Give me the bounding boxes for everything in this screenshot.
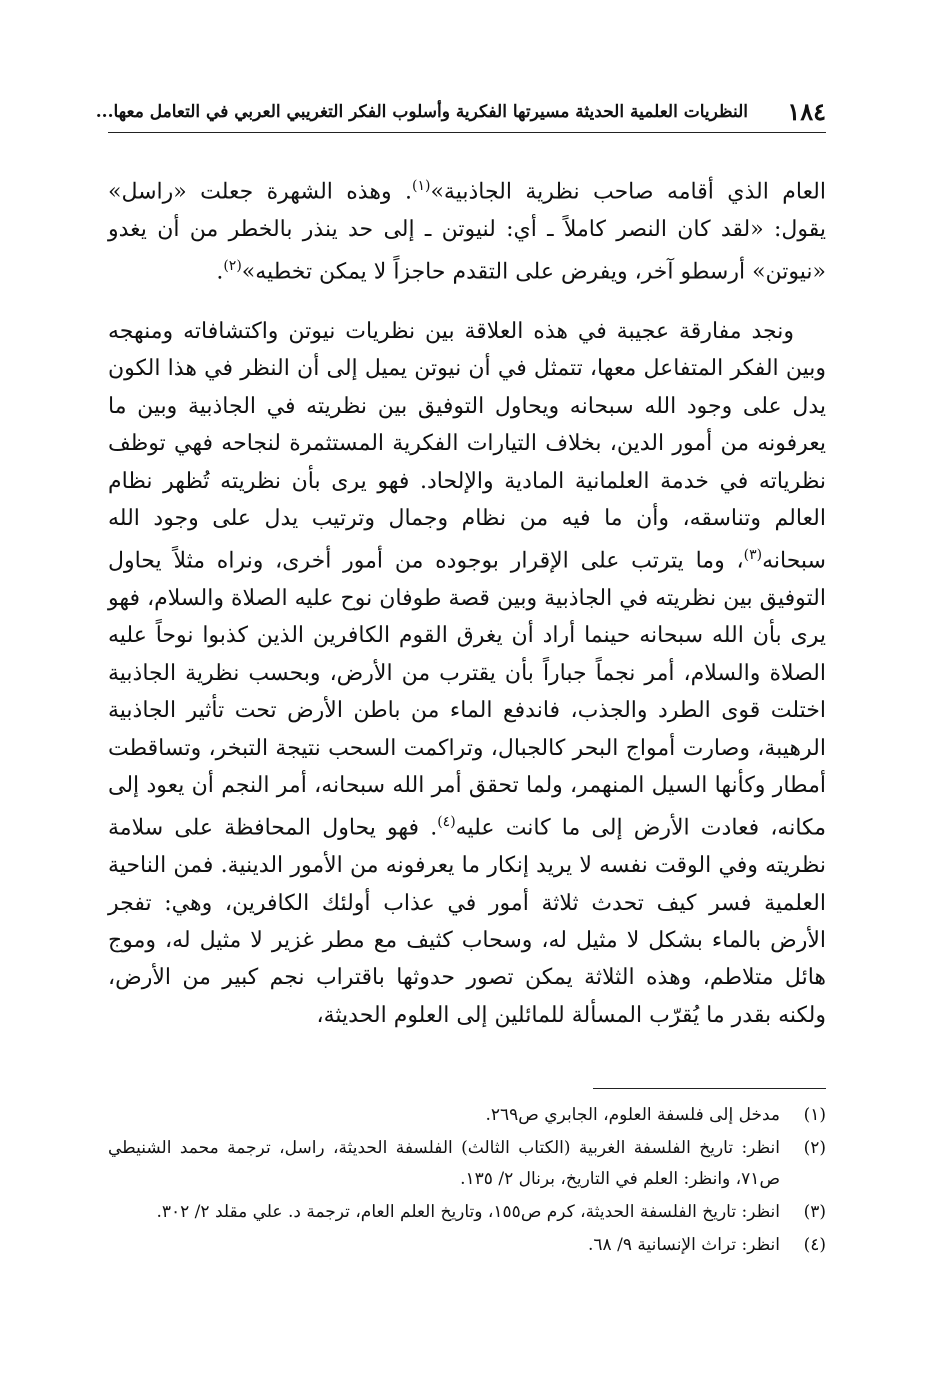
footnote-number: (٣) — [803, 1202, 826, 1222]
page-header — [95, 92, 826, 133]
text-run: . فهو يحاول المحافظة على سلامة نظريته وفي الوقت نفسه لا يريد إنكار ما يعرفونه من الأمور الدينية. فمن الناحية العلمية فسر كيف تحدث ثلاثة أمور في عذاب أولئك الكافرين، وهي: تفجر الأرض بالماء بشكل لا مثيل له، وسحاب كثيف مع مطر غزير لا مثيل له، وموج هائل متلاطم، وهذه الثلاثة يمكن تصور حدوثها باقتراب نجم كبير من الأرض، ولكنه بقدر ما يُقرّب المسألة للمائلين إلى العلوم الحديثة، — [108, 815, 826, 1028]
text-run: العام الذي أقامه صاحب نظرية الجاذبية» — [430, 179, 826, 205]
footnote — [108, 1100, 826, 1131]
text-run: ونجد مفارقة عجيبة في هذه العلاقة بين نظريات نيوتن واكتشافاته ومنهجه وبين الفكر المتفاعل معها، تتمثل في أن نيوتن يميل إلى أن النظر في هذا الكون يدل على وجود الله سبحانه ويحاول التوفيق بين نظريته في الجاذبية وبين ما يعرفونه من أمور الدين، بخلاف التيارات الفكرية المستثمرة لنجاحه فهي توظف نظرياته في خدمة العلمانية المادية والإلحاد. فهو يرى بأن نظريته تُظهر نظام العالم وتناسقه، وأن ما فيه من نظام وجمال وترتيب يدل على وجود الله سبحانه — [108, 318, 826, 574]
footnote-number: (٤) — [803, 1235, 826, 1255]
paragraph — [108, 313, 826, 1034]
text-run: . — [216, 259, 224, 285]
main-text — [108, 168, 826, 1034]
footnote-text: انظر: تراث الإنسانية ٩/ ٦٨. — [588, 1235, 780, 1255]
text-run: . وهذه الشهرة جعلت «راسل» يقول: «لقد كان النصر كاملاً ـ أي: لنيوتن ـ إلى حد ينذر بالخطر من أن يغدو «نيوتن» أرسطو آخر، ويفرض على التقدم حاجزاً لا يمكن تخطيه» — [108, 179, 826, 285]
footnote-text: انظر: تاريخ الفلسفة الحديثة، كرم ص١٥٥، وتاريخ العلم العام، ترجمة د. علي مقلد ٢/ ٣٠٢. — [156, 1202, 780, 1222]
footnote-text: انظر: تاريخ الفلسفة الغربية (الكتاب الثالث) الفلسفة الحديثة، راسل، ترجمة محمد الشنيطي ص٧١، وانظر: العلم في التاريخ، برنال ٢/ ١٣٥. — [108, 1138, 780, 1189]
footnote — [108, 1230, 826, 1261]
footnotes — [108, 1100, 826, 1263]
footnote-ref: (٢) — [223, 258, 242, 275]
footnote-ref: (١) — [411, 178, 431, 194]
footnote-number: (١) — [803, 1105, 826, 1125]
footnote — [108, 1133, 826, 1195]
footnote-ref: (٣) — [743, 547, 763, 564]
footnote-number: (٢) — [803, 1138, 826, 1158]
footnote-divider — [593, 1088, 826, 1089]
footnote — [108, 1197, 826, 1228]
text-run: ، وما يترتب على الإقرار بوجوده من أمور أخرى، ونراه مثلاً يحاول التوفيق بين نظريته في الجاذبية وبين قصة طوفان نوح عليه الصلاة والسلام، فهو يرى بأن الله سبحانه حينما أراد أن يغرق القوم الكافرين الذين كذبوا نوحاً عليه الصلاة والسلام، أمر نجماً جباراً بأن يقترب من الأرض، وبحسب نظرية الجاذبية اختلت قوى الطرد والجذب، فاندفع الماء من باطن الأرض تحت تأثير الجاذبية الرهيبة، وصارت أمواج البحر كالجبال، وتراكمت السحب نتيجة التبخر، وتساقطت أمطار وكأنها السيل المنهمر، ولما تحقق أمر الله سبحانه، أمر النجم أن يعود إلى مكانه، فعادت الأرض إلى ما كانت عليه — [108, 548, 826, 841]
footnote-text: مدخل إلى فلسفة العلوم، الجابري ص٢٦٩. — [485, 1105, 780, 1125]
paragraph — [108, 168, 826, 291]
page-number: ١٨٤ — [787, 97, 826, 126]
running-title: النظريات العلمية الحديثة مسيرتها الفكرية وأسلوب الفكر التغريبي العربي في التعامل معها... — [95, 102, 748, 122]
footnote-ref: (٤) — [437, 814, 456, 831]
